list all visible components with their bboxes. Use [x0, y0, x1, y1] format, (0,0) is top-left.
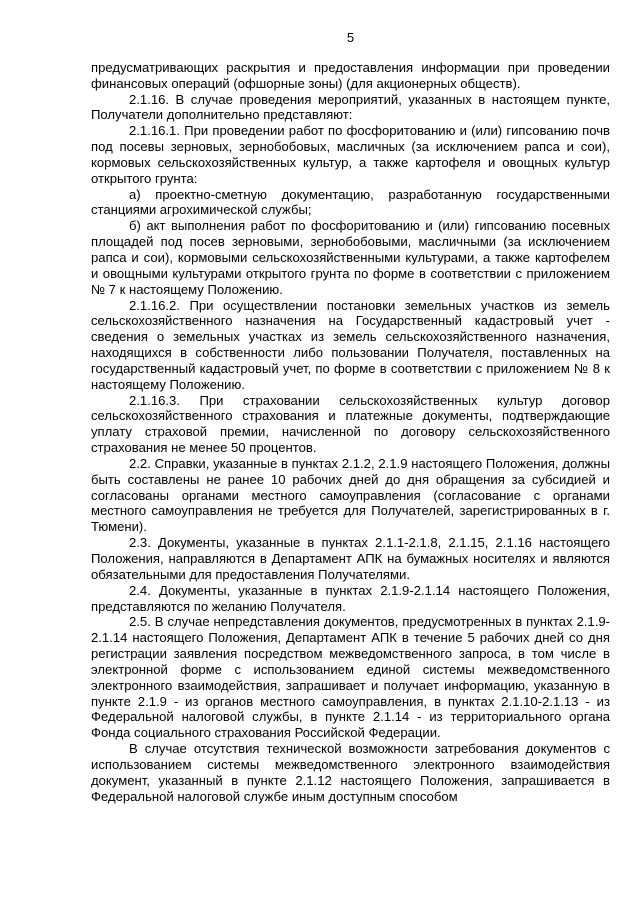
paragraph-2-5: 2.5. В случае непредставления документов, предусмотренных в пунктах 2.1.9-2.1.14 настоящего Положения, Департамент АПК в течение 5 рабочих дней со дня регистрации заявления посредством межведомственного запроса, в том числе в электронной форме с использованием единой системы межведомственного электронного взаимодействия, запрашивает и получает информацию, указанную в пункте 2.1.9 - из органов местного самоуправления, в пунктах 2.1.10-2.1.13 - из Федеральной налоговой службы, в пункте 2.1.14 - из территориального органа Фонда социального страхования Российской Федерации.: [91, 614, 610, 741]
paragraph-2-4: 2.4. Документы, указанные в пунктах 2.1.9-2.1.14 настоящего Положения, представляются по желанию Получателя.: [91, 582, 610, 614]
paragraph-2-2: 2.2. Справки, указанные в пунктах 2.1.2, 2.1.9 настоящего Положения, должны быть составлены не ранее 10 рабочих дней до дня обращения за субсидией и согласованы органами местного самоуправления (согласование с органами местного самоуправления не требуется для Получателей, зарегистрированных в г. Тюмени).: [91, 455, 610, 535]
paragraph-2-1-16: 2.1.16. В случае проведения мероприятий, указанных в настоящем пункте, Получатели дополнительно представляют:: [91, 91, 610, 123]
paragraph-2-1-16-1: 2.1.16.1. При проведении работ по фосфоритованию и (или) гипсованию почв под посевы зерновых, зернобобовых, масличных (за исключением рапса и сои), кормовых сельскохозяйственных культур, а также картофеля и овощных культур открытого грунта:: [91, 123, 610, 186]
page-number: 5: [346, 30, 355, 45]
document-body: [91, 60, 610, 805]
paragraph-no-technical-possibility: В случае отсутствия технической возможности затребования документов с использованием системы межведомственного электронного взаимодействия документ, указанный в пункте 2.1.12 настоящего Положения, запрашивается в Федеральной налоговой службе иным доступным способом: [91, 741, 610, 804]
paragraph-opening: предусматривающих раскрытия и предоставления информации при проведении финансовых операций (офшорные зоны) (для акционерных обществ).: [91, 59, 610, 91]
paragraph-item-b: б) акт выполнения работ по фосфоритованию и (или) гипсованию посевных площадей под посев зерновыми, зернобобовыми, масличными (за исключением рапса и сои), кормовыми сельскохозяйственными культурами, а также картофелем и овощными культурами открытого грунта по форме в соответствии с приложением № 7 к настоящему Положению.: [91, 218, 610, 297]
paragraph-2-1-16-3: 2.1.16.3. При страховании сельскохозяйственных культур договор сельскохозяйственного страхования и платежные документы, подтверждающие уплату страховой премии, начисленной по договору сельскохозяйственного страхования не менее 50 процентов.: [91, 392, 610, 456]
paragraph-2-3: 2.3. Документы, указанные в пунктах 2.1.1-2.1.8, 2.1.15, 2.1.16 настоящего Положения, направляются в Департамент АПК на бумажных носителях и являются обязательными для предоставления Получателями.: [91, 535, 610, 582]
paragraph-2-1-16-2: 2.1.16.2. При осуществлении постановки земельных участков из земель сельскохозяйственного назначения на Государственный кадастровый учет - сведения о земельных участках из земель сельскохозяйственного назначения, находящихся в собственности либо пользовании Получателя, поставленных на государственный кадастровый учет, по форме в соответствии с приложением № 8 к настоящему Положению.: [91, 297, 610, 392]
paragraph-item-a: а) проектно-сметную документацию, разработанную государственными станциями агрохимической службы;: [91, 186, 610, 218]
